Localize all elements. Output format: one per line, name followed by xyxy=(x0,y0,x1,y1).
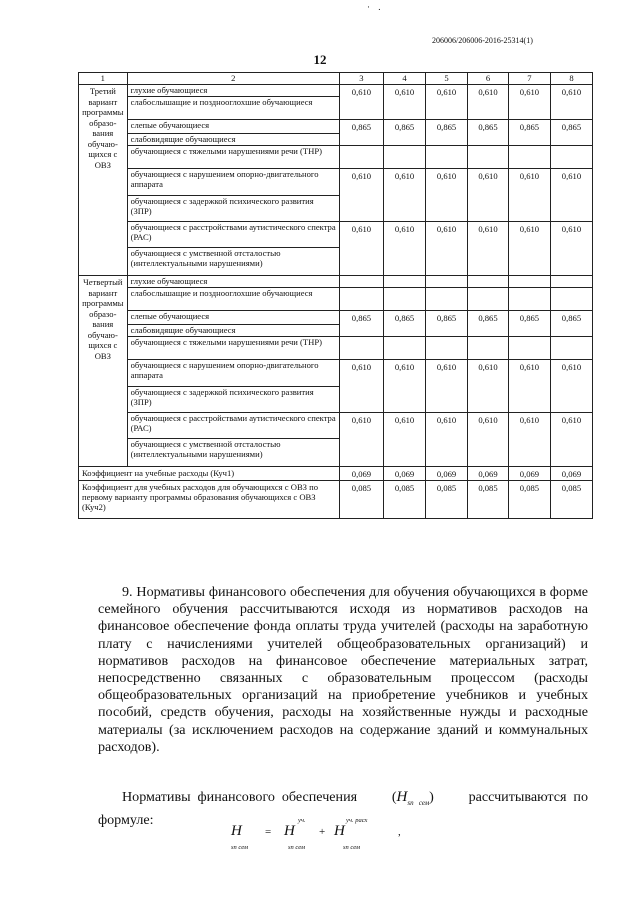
paragraph-9: 9. Нормативы финансового обеспечения для обучения обучающихся в форме семейного обучения рассчитываются исходя из нормативов расходов на финансовое обеспечение фонда оплаты труда учителей (расходы на заработную плату с начислениями учителей общеобразовательных организаций) и нормативов расходов на финансовое обеспечение материальных затрат, непосредственно связанных с образовательным процессом (расходы общеобразовательных организаций на приобретение учебников и учебных пособий, средств обучения, расходы на хозяйственные нужды и расходные материалы (за исключением расходов на содержание зданий и коммунальных расходов). xyxy=(98,584,588,755)
coefficient-value: 0,610 xyxy=(468,222,509,276)
coefficient-value: 0,610 xyxy=(468,85,509,120)
coefficient-value: 0,610 xyxy=(384,222,426,276)
coefficient-value: 0,069 xyxy=(384,467,426,481)
coefficient-value xyxy=(508,337,550,360)
coefficient-value: 0,085 xyxy=(550,481,592,519)
coefficient-value: 0,610 xyxy=(508,360,550,413)
column-number: 2 xyxy=(127,73,339,85)
coefficient-value xyxy=(468,276,509,288)
coefficient-value: 0,610 xyxy=(550,222,592,276)
formula-lhs: H xyxy=(231,823,242,839)
student-category: слабовидящие обучающиеся xyxy=(127,134,339,146)
coefficient-value: 0,610 xyxy=(550,85,592,120)
coefficient-value xyxy=(468,337,509,360)
coefficient-value xyxy=(468,288,509,311)
coefficient-value: 0,865 xyxy=(468,311,509,337)
table-row xyxy=(79,360,593,387)
coefficient-value: 0,865 xyxy=(550,120,592,146)
coefficient-value xyxy=(339,276,383,288)
coefficient-value: 0,610 xyxy=(550,360,592,413)
coefficient-value: 0,865 xyxy=(508,120,550,146)
coefficient-value xyxy=(550,337,592,360)
coefficient-value: 0,610 xyxy=(339,360,383,413)
table-row xyxy=(79,337,593,360)
student-category: обучающиеся с умственной отсталостью (интеллектуальными нарушениями) xyxy=(127,439,339,467)
table-row xyxy=(79,146,593,169)
coefficient-value xyxy=(468,146,509,169)
coefficient-value xyxy=(508,276,550,288)
coefficient-value: 0,069 xyxy=(508,467,550,481)
coefficient-value xyxy=(426,288,468,311)
coefficient-value: 0,610 xyxy=(550,169,592,222)
coefficient-value: 0,865 xyxy=(468,120,509,146)
student-category: слабослышащие и позднооглохшие обучающиеся xyxy=(127,97,339,120)
coefficient-value xyxy=(339,337,383,360)
inline-symbol-h: H xyxy=(396,789,408,805)
student-category: обучающиеся с расстройствами аутистического спектра (РАС) xyxy=(127,222,339,248)
coefficient-table xyxy=(78,72,593,519)
coefficient-value: 0,610 xyxy=(508,222,550,276)
coefficient-value: 0,085 xyxy=(508,481,550,519)
student-category: слепые обучающиеся xyxy=(127,311,339,325)
coefficient-value: 0,069 xyxy=(426,467,468,481)
student-category: глухие обучающиеся xyxy=(127,85,339,97)
coefficient-value: 0,865 xyxy=(339,311,383,337)
coefficient-value xyxy=(550,276,592,288)
coefficient-value: 0,610 xyxy=(339,85,383,120)
coefficient-value xyxy=(550,146,592,169)
formula-term2-sub: sn сем xyxy=(343,844,361,851)
table-row xyxy=(79,311,593,325)
coefficient-value xyxy=(339,146,383,169)
student-category: обучающиеся с нарушением опорно-двигательного аппарата xyxy=(127,360,339,387)
formula xyxy=(0,817,640,861)
student-category: слепые обучающиеся xyxy=(127,120,339,134)
formula-lhs-sub: sn сем xyxy=(231,844,249,851)
coefficient-value xyxy=(426,146,468,169)
student-category: обучающиеся с нарушением опорно-двигательного аппарата xyxy=(127,169,339,196)
table-row xyxy=(79,169,593,196)
coefficient-value: 0,085 xyxy=(339,481,383,519)
coefficient-value: 0,865 xyxy=(339,120,383,146)
coefficient-value: 0,610 xyxy=(508,169,550,222)
coefficient-value: 0,085 xyxy=(384,481,426,519)
coefficient-value: 0,865 xyxy=(508,311,550,337)
table-row xyxy=(79,85,593,97)
coefficient-value: 0,865 xyxy=(384,120,426,146)
coefficient-value xyxy=(384,288,426,311)
formula-term1: H xyxy=(284,823,295,839)
coefficient-value: 0,610 xyxy=(339,413,383,467)
table-row xyxy=(79,288,593,311)
coefficient-value: 0,610 xyxy=(384,169,426,222)
coefficient-value: 0,069 xyxy=(339,467,383,481)
coefficient-value: 0,610 xyxy=(426,413,468,467)
coefficient-value: 0,610 xyxy=(468,169,509,222)
student-category: глухие обучающиеся xyxy=(127,276,339,288)
coefficient-value xyxy=(508,146,550,169)
coefficient-value: 0,610 xyxy=(468,360,509,413)
column-number: 4 xyxy=(384,73,426,85)
coefficient-label: Коэффициент на учебные расходы (Куч1) xyxy=(79,467,340,481)
program-variant-label: Третий вариант программы образо-вания обучаю-щихся с ОВЗ xyxy=(79,85,128,276)
coefficient-value xyxy=(508,288,550,311)
student-category: слабослышащие и позднооглохшие обучающиеся xyxy=(127,288,339,311)
column-number: 6 xyxy=(468,73,509,85)
coefficient-value: 0,865 xyxy=(426,311,468,337)
inline-symbol-sub: sn сем xyxy=(407,798,430,807)
coefficient-value xyxy=(426,337,468,360)
column-number: 3 xyxy=(339,73,383,85)
table-row xyxy=(79,222,593,248)
student-category: обучающиеся с тяжелыми нарушениями речи (ТНР) xyxy=(127,146,339,169)
student-category: обучающиеся с задержкой психического развития (ЗПР) xyxy=(127,387,339,413)
coefficient-value: 0,085 xyxy=(468,481,509,519)
column-number: 1 xyxy=(79,73,128,85)
table-row xyxy=(79,413,593,439)
coefficient-row xyxy=(79,467,593,481)
coefficient-value: 0,069 xyxy=(550,467,592,481)
document-number: 206006/206006-2016-25314(1) xyxy=(432,36,533,45)
formula-term2: H xyxy=(334,823,345,839)
formula-intro-text: Нормативы финансового обеспечения xyxy=(122,789,358,805)
coefficient-value: 0,610 xyxy=(426,85,468,120)
student-category: обучающиеся с тяжелыми нарушениями речи (ТНР) xyxy=(127,337,339,360)
column-number: 7 xyxy=(508,73,550,85)
coefficient-value: 0,610 xyxy=(384,85,426,120)
coefficient-value: 0,610 xyxy=(426,360,468,413)
table-row xyxy=(79,120,593,134)
coefficient-value xyxy=(384,337,426,360)
student-category: слабовидящие обучающиеся xyxy=(127,325,339,337)
coefficient-value xyxy=(339,288,383,311)
formula-term2-sup: уч. расх xyxy=(346,817,368,824)
coefficient-value: 0,865 xyxy=(550,311,592,337)
formula-equals: = xyxy=(265,826,272,838)
coefficient-value: 0,610 xyxy=(339,222,383,276)
formula-term1-sub: sn сем xyxy=(288,844,306,851)
coefficient-value: 0,610 xyxy=(426,169,468,222)
table-header-row xyxy=(79,73,593,85)
coefficient-value: 0,085 xyxy=(426,481,468,519)
coefficient-value: 0,865 xyxy=(426,120,468,146)
coefficient-value xyxy=(384,276,426,288)
student-category: обучающиеся с расстройствами аутистического спектра (РАС) xyxy=(127,413,339,439)
coefficient-value: 0,610 xyxy=(426,222,468,276)
formula-plus: + xyxy=(319,826,326,838)
coefficient-value xyxy=(426,276,468,288)
header-dots: · . xyxy=(367,2,384,12)
column-number: 8 xyxy=(550,73,592,85)
coefficient-value: 0,610 xyxy=(468,413,509,467)
formula-intro-end: рассчитываются по формуле: xyxy=(98,789,589,829)
student-category: обучающиеся с задержкой психического развития (ЗПР) xyxy=(127,196,339,222)
table-row xyxy=(79,276,593,288)
column-number: 5 xyxy=(426,73,468,85)
coefficient-value: 0,610 xyxy=(550,413,592,467)
coefficient-value xyxy=(384,146,426,169)
coefficient-value: 0,610 xyxy=(508,85,550,120)
inline-symbol: $(H_{sn сем})$ xyxy=(391,789,434,807)
coefficient-value: 0,865 xyxy=(384,311,426,337)
formula-comma: , xyxy=(398,826,401,838)
formula-term1-sup: уч. xyxy=(298,817,306,824)
page-number: 12 xyxy=(313,52,327,67)
coefficient-value: 0,610 xyxy=(508,413,550,467)
coefficient-value: 0,069 xyxy=(468,467,509,481)
student-category: обучающиеся с умственной отсталостью (интеллектуальными нарушениями) xyxy=(127,248,339,276)
coefficient-value: 0,610 xyxy=(384,360,426,413)
coefficient-value xyxy=(550,288,592,311)
coefficient-label: Коэффициент для учебных расходов для обучающихся с ОВЗ по первому варианту программы образования обучающихся с ОВЗ (Куч2) xyxy=(79,481,340,519)
program-variant-label: Четвертый вариант программы образо-вания обучаю-щихся с ОВЗ xyxy=(79,276,128,467)
coefficient-value: 0,610 xyxy=(339,169,383,222)
coefficient-row xyxy=(79,481,593,519)
coefficient-value: 0,610 xyxy=(384,413,426,467)
